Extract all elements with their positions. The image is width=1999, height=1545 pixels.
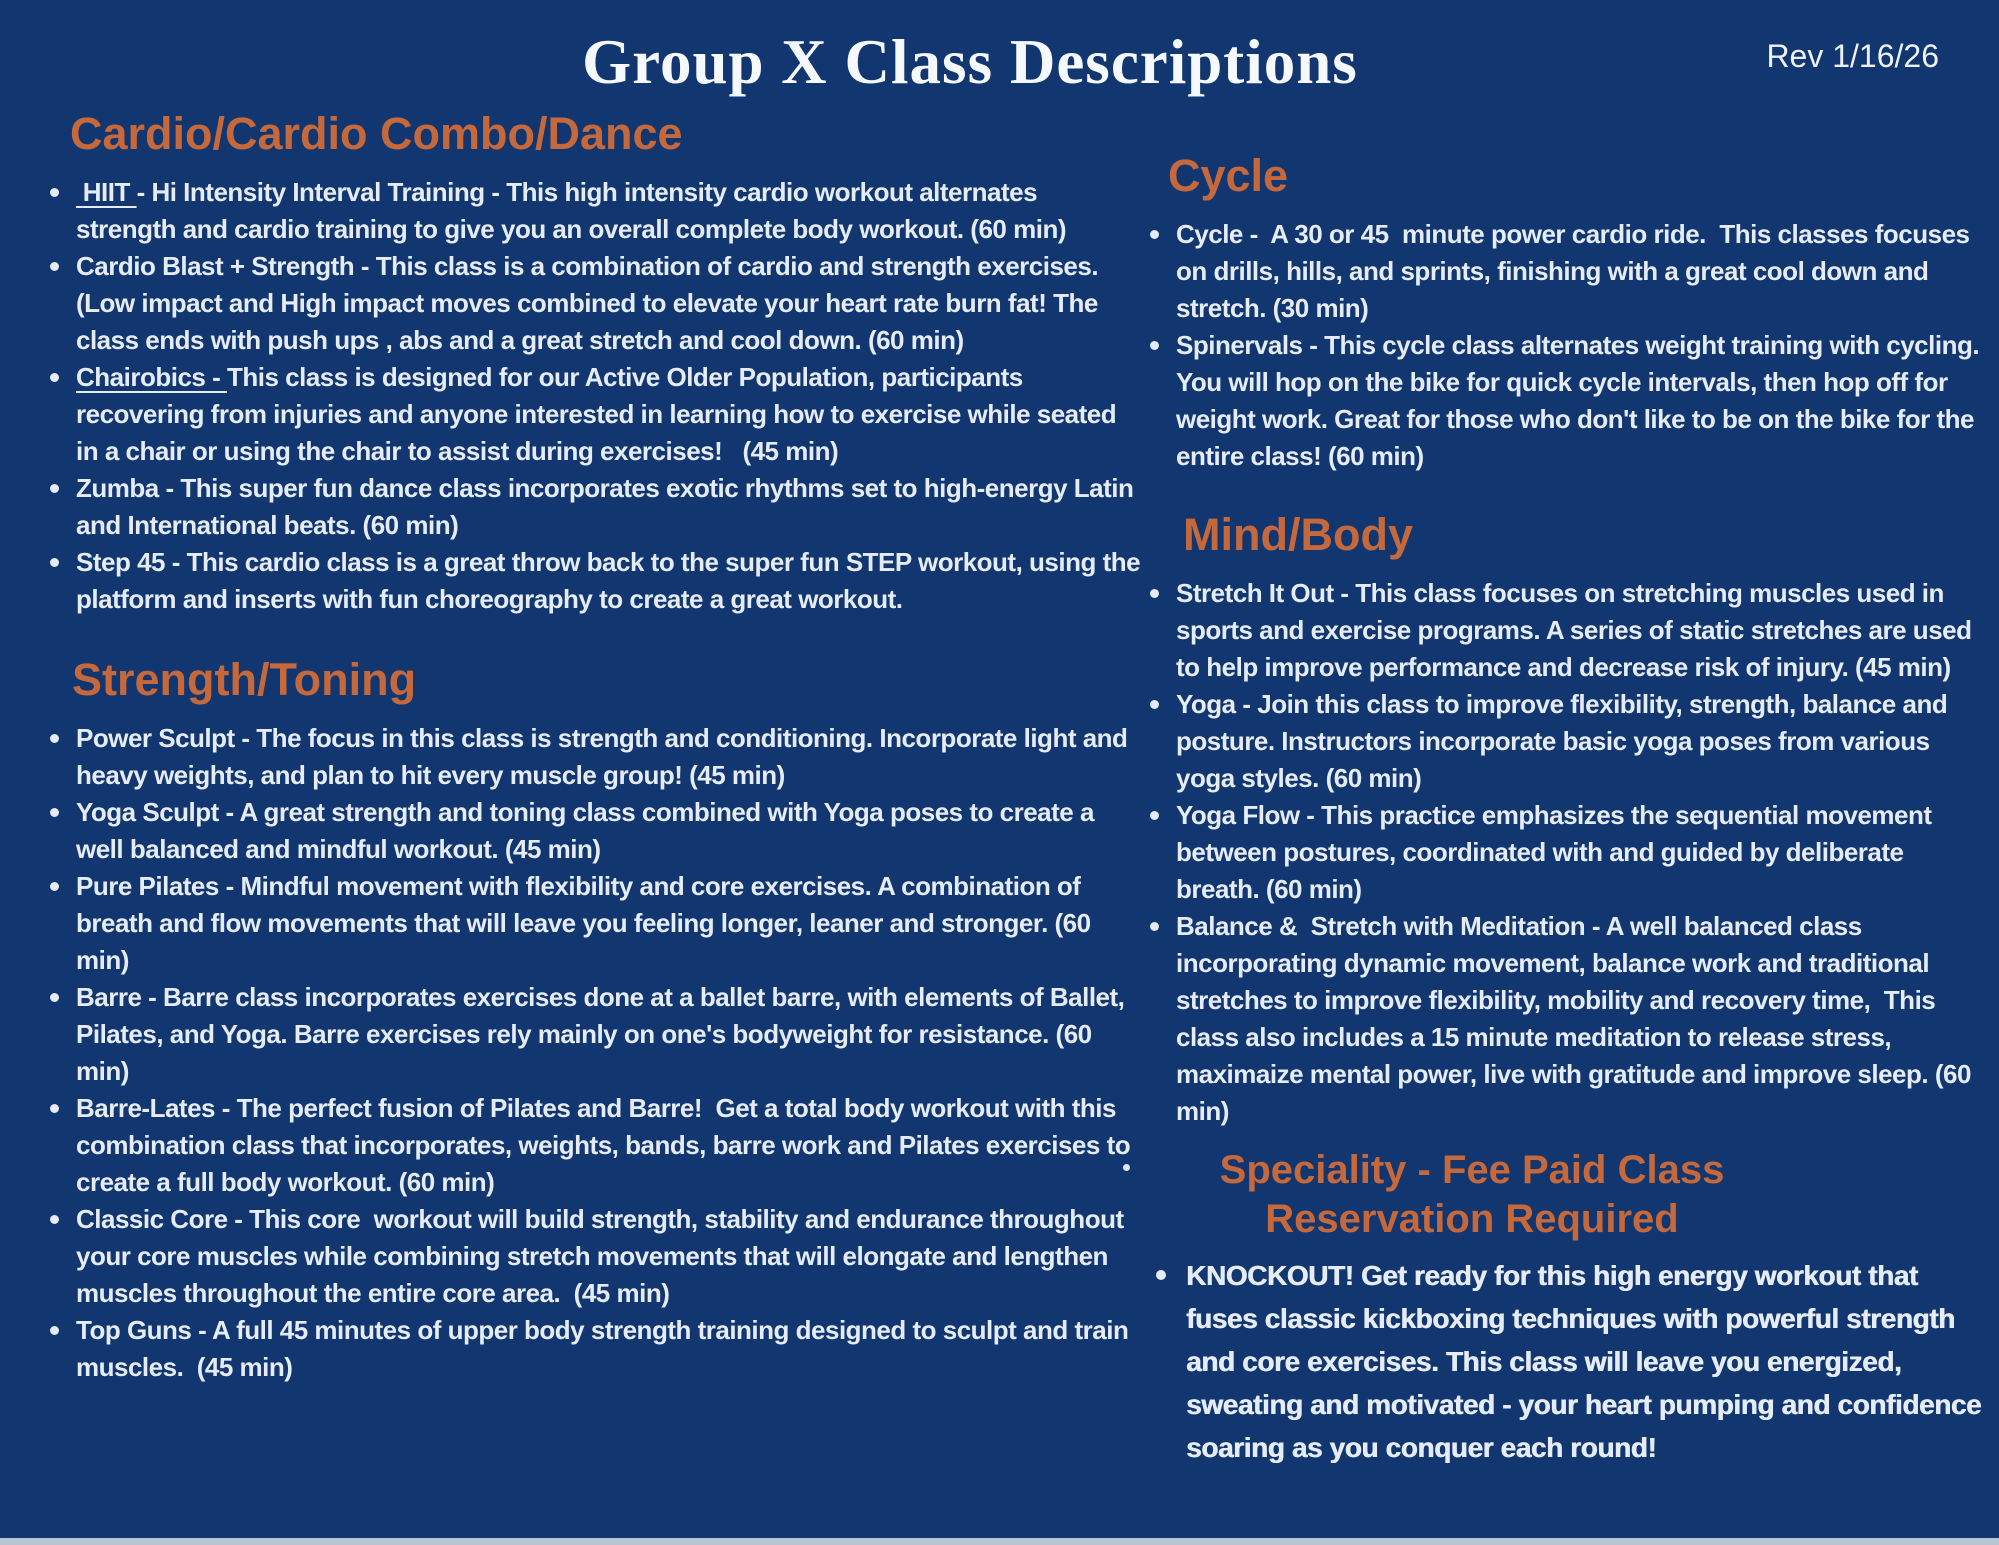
class-item — [1176, 216, 1985, 327]
class-list-cardio — [40, 174, 1147, 618]
class-description-text: Step 45 - This cardio class is a great throw back to the super fun STEP workout, using the platform and inserts with fun choreography to create a great workout. — [76, 546, 1147, 614]
class-description-text: Classic Core - This core workout will build strength, stability and endurance throughout your core muscles while combining stretch movements that will elongate and lengthen muscles throughout the entire core area. (45 min) — [76, 1203, 1131, 1308]
class-description-text: Balance & Stretch with Meditation - A well balanced class incorporating dynamic movement, balance work and traditional stretches to improve flexibility, mobility and recovery time, This class also includes a 15 minute meditation to release stress, maximaize mental power, live with gratitude and improve sleep. (60 min) — [1176, 910, 1978, 1126]
page-title: Group X Class Descriptions — [582, 27, 1358, 97]
section-heading-cycle: Cycle — [1168, 150, 1289, 201]
class-name-underlined: Chairobics - — [76, 361, 227, 392]
class-description-text: Barre - Barre class incorporates exercises done at a ballet barre, with elements of Ballet, Pilates, and Yoga. Barre exercises rely mainly on one's bodyweight for resistance. (60 min) — [76, 981, 1132, 1086]
class-description-text: Top Guns - A full 45 minutes of upper body strength training designed to sculpt and train muscles. (45 min) — [76, 1314, 1136, 1382]
class-description-text: Cardio Blast + Strength - This class is a combination of cardio and strength exercises. (Low impact and High impact moves combined to elevate your heart rate burn fat! The class ends with push ups , abs and a great stretch and cool down. (60 min) — [76, 250, 1105, 355]
class-item — [76, 794, 1142, 868]
class-item — [76, 174, 1142, 248]
page-bottom-edge — [0, 1538, 1999, 1545]
class-item — [76, 979, 1142, 1090]
class-item — [76, 1312, 1142, 1386]
class-item — [76, 868, 1142, 979]
right-column — [1140, 150, 1989, 1469]
section-heading-cardio: Cardio/Cardio Combo/Dance — [70, 108, 683, 159]
class-item — [1176, 686, 1985, 797]
section-cycle — [1140, 150, 1985, 475]
class-item — [1176, 327, 1985, 475]
class-item — [76, 544, 1147, 618]
section-speciality — [1140, 1146, 1989, 1469]
left-column — [40, 108, 1147, 1386]
class-item — [1176, 908, 1985, 1130]
section-mindbody — [1140, 509, 1985, 1130]
section-heading-strength: Strength/Toning — [72, 653, 417, 705]
class-description-text: Barre-Lates - The perfect fusion of Pilates and Barre! Get a total body workout with this combination class that incorporates, weights, bands, barre work and Pilates exercises to create a full body workout. (60 min) — [76, 1092, 1137, 1197]
speciality-heading-line1: Speciality - Fee Paid Class — [1219, 1147, 1725, 1192]
class-item — [76, 1090, 1142, 1201]
class-list-strength — [40, 720, 1142, 1386]
class-description-text: Yoga Sculpt - A great strength and toning class combined with Yoga poses to create a well balanced and mindful workout. (45 min) — [76, 796, 1101, 864]
class-item — [1186, 1254, 1989, 1469]
section-heading-speciality — [1182, 1146, 1762, 1244]
class-list-cycle — [1140, 216, 1985, 475]
class-item — [76, 359, 1142, 470]
class-item — [1176, 797, 1985, 908]
class-item — [76, 1201, 1142, 1312]
class-description-text: Pure Pilates - Mindful movement with flexibility and core exercises. A combination of breath and flow movements that will leave you feeling longer, leaner and stronger. (60 min) — [76, 870, 1098, 975]
revision-label: Rev 1/16/26 — [1766, 38, 1939, 74]
class-name-underlined: HIIT — [76, 176, 137, 207]
section-heading-mindbody: Mind/Body — [1183, 508, 1413, 560]
section-cardio — [40, 108, 1147, 618]
class-description-text: KNOCKOUT! Get ready for this high energy workout that fuses classic kickboxing techniques with powerful strength and core exercises. This class will leave you energized, sweating and motivated - your heart pumping and confidence soaring as you conquer each round! — [1186, 1259, 1989, 1463]
class-list-speciality — [1140, 1254, 1989, 1469]
class-description-text: Power Sculpt - The focus in this class is strength and conditioning. Incorporate light and heavy weights, and plan to hit every muscle group! (45 min) — [76, 722, 1135, 790]
class-description-text: Yoga Flow - This practice emphasizes the sequential movement between postures, coordinated with and guided by deliberate breath. (60 min) — [1176, 799, 1939, 904]
class-item — [1176, 575, 1985, 686]
class-description-text: This class is designed for our Active Older Population, participants recovering from injuries and anyone interested in learning how to exercise while seated in a chair or using the chair to assist during exercises! (45 min) — [76, 361, 1123, 466]
class-item — [76, 248, 1142, 359]
class-item — [76, 470, 1142, 544]
class-description-text: Stretch It Out - This class focuses on stretching muscles used in sports and exercise programs. A series of static stretches are used to help improve performance and decrease risk of injury. (45 min) — [1176, 577, 1979, 682]
speciality-heading-line2: Reservation Required — [1265, 1196, 1679, 1241]
section-strength — [40, 654, 1142, 1386]
class-item — [76, 720, 1142, 794]
class-description-text: - Hi Intensity Interval Training - This high intensity cardio workout alternates strength and cardio training to give you an overall complete body workout. (60 min) — [76, 176, 1066, 244]
class-description-text: Yoga - Join this class to improve flexibility, strength, balance and posture. Instructors incorporate basic yoga poses from various yoga styles. (60 min) — [1176, 688, 1954, 793]
class-description-text: Cycle - A 30 or 45 minute power cardio ride. This classes focuses on drills, hills, and sprints, finishing with a great cool down and stretch. (30 min) — [1176, 218, 1977, 323]
stray-bullet-dot — [1123, 1164, 1130, 1171]
class-description-text: Zumba - This super fun dance class incorporates exotic rhythms set to high-energy Latin and International beats. (60 min) — [76, 472, 1141, 540]
class-description-text: Spinervals - This cycle class alternates weight training with cycling. You will hop on the bike for quick cycle intervals, then hop off for weight work. Great for those who don't like to be on the bike for the entire class! (60 min) — [1176, 329, 1986, 471]
class-list-mindbody — [1140, 575, 1985, 1130]
